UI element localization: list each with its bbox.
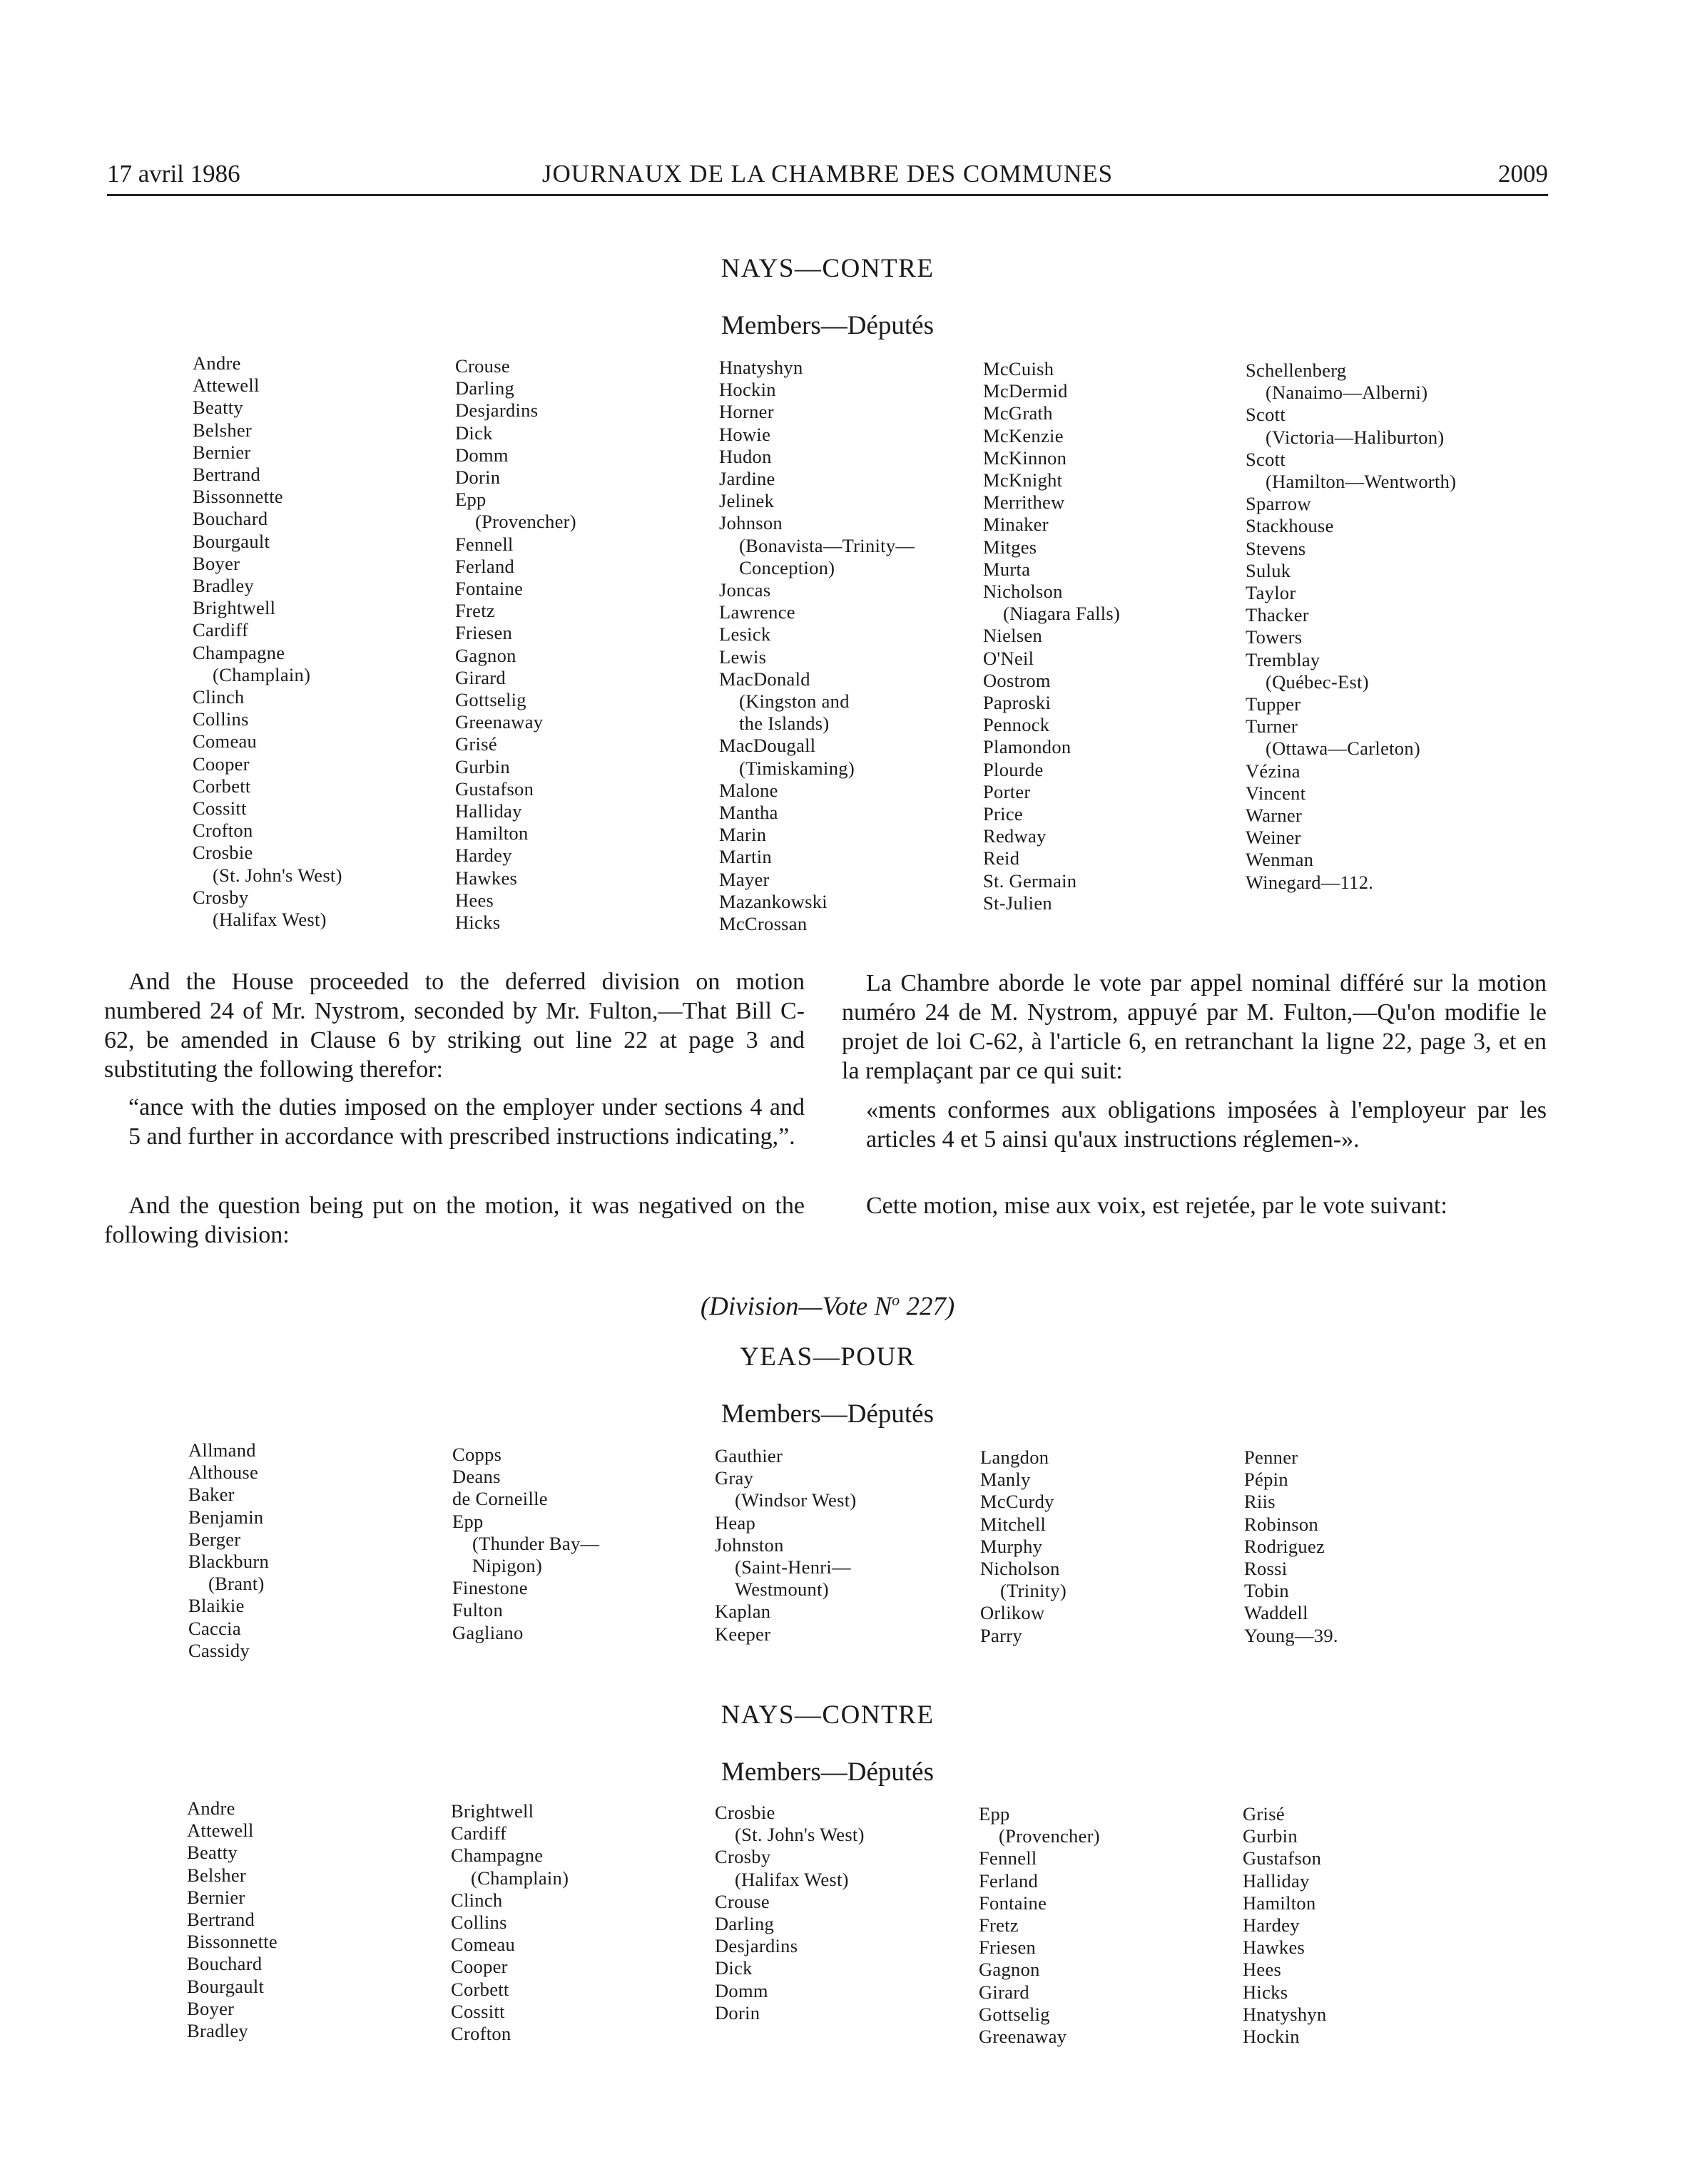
- riding-qualifier: (Victoria—Haliburton): [1266, 426, 1445, 448]
- member-name: Sparrow: [1246, 493, 1311, 515]
- member-name: Robinson: [1244, 1513, 1319, 1535]
- member-name: Keeper: [715, 1623, 771, 1645]
- member-name: Marin: [719, 824, 767, 846]
- member-name: Waddell: [1244, 1602, 1308, 1624]
- member-name: Fretz: [455, 600, 495, 622]
- member-name: Collins: [451, 1912, 507, 1934]
- member-name: Girard: [455, 666, 506, 688]
- member-name: Mazankowski: [719, 890, 828, 912]
- nays2-column-2: [451, 1800, 569, 2045]
- member-name: Nielsen: [983, 625, 1043, 647]
- member-name: Gray: [715, 1467, 754, 1489]
- yeas-column-1: [188, 1439, 269, 1662]
- member-name: MacDougall: [719, 735, 816, 757]
- yeas-column-2: [452, 1444, 599, 1644]
- member-name: Reid: [983, 847, 1020, 869]
- member-name: Dick: [715, 1957, 753, 1979]
- member-name: Hamilton: [455, 822, 529, 844]
- member-name: Crosbie: [715, 1802, 775, 1823]
- member-name: Crofton: [193, 820, 253, 842]
- member-name: Crosby: [193, 886, 249, 908]
- member-name: Penner: [1244, 1446, 1298, 1468]
- member-name: Bourgault: [187, 1975, 265, 1997]
- member-name: Lesick: [719, 623, 771, 645]
- member-name: Greenaway: [979, 2026, 1067, 2048]
- division-label: (Division—Vote $N^o$ 227): [700, 1291, 955, 1322]
- nays1-column-5: [1246, 359, 1456, 894]
- member-name: Gustafson: [1243, 1847, 1322, 1869]
- member-name: Bissonnette: [187, 1931, 278, 1953]
- member-name: Wenman: [1246, 849, 1314, 871]
- member-name: O'Neil: [983, 647, 1034, 669]
- member-name: Ferland: [979, 1869, 1039, 1892]
- member-name: Clinch: [451, 1889, 503, 1911]
- member-name: Towers: [1246, 626, 1303, 648]
- member-name: Pennock: [983, 714, 1050, 736]
- header-page-number: 2009: [1498, 160, 1548, 188]
- member-name: Johnson: [719, 512, 783, 534]
- member-name: Comeau: [451, 1934, 516, 1956]
- member-name: Young—39.: [1244, 1624, 1338, 1646]
- member-name: Hudon: [719, 445, 772, 467]
- member-name: Champagne: [193, 641, 285, 663]
- member-name: Fennell: [455, 533, 514, 555]
- member-name: Rossi: [1244, 1558, 1288, 1580]
- member-name: Friesen: [455, 622, 513, 644]
- member-name: Allmand: [188, 1439, 256, 1461]
- member-name: Cooper: [193, 752, 250, 775]
- member-name: Champagne: [451, 1844, 544, 1867]
- member-name: McCurdy: [980, 1491, 1054, 1513]
- member-name: Epp: [979, 1803, 1010, 1825]
- riding-qualifier: (Brant): [208, 1573, 265, 1595]
- member-name: Hardey: [1243, 1914, 1300, 1936]
- member-name: Redway: [983, 825, 1047, 847]
- member-name: Hnatyshyn: [1243, 2003, 1327, 2025]
- member-name: Mitchell: [980, 1513, 1047, 1535]
- member-name: Parry: [980, 1624, 1022, 1646]
- nays2-subheading: Members—Députés: [721, 1757, 934, 1787]
- member-name: Copps: [452, 1444, 502, 1465]
- member-name: Brightwell: [451, 1800, 534, 1822]
- member-name: Merrithew: [983, 491, 1065, 514]
- member-name: Heap: [715, 1511, 756, 1534]
- member-name: Rodriguez: [1244, 1535, 1325, 1557]
- member-name: Greenaway: [455, 711, 544, 733]
- member-name: Grisé: [1243, 1803, 1285, 1825]
- member-name: Gottselig: [979, 2003, 1050, 2025]
- member-name: Thacker: [1246, 604, 1309, 626]
- member-name: Darling: [715, 1913, 775, 1935]
- member-name: Andre: [187, 1797, 235, 1819]
- member-name: Darling: [455, 377, 515, 399]
- member-name: Howie: [719, 423, 771, 445]
- member-name: Epp: [455, 489, 487, 511]
- member-name: Bouchard: [193, 508, 268, 530]
- member-name: Ferland: [455, 555, 515, 577]
- member-name: St. Germain: [983, 869, 1077, 892]
- member-name: Turner: [1246, 715, 1298, 738]
- member-name: Bernier: [187, 1886, 245, 1908]
- member-name: the Islands): [739, 713, 830, 735]
- member-name: Porter: [983, 780, 1031, 802]
- member-name: Bradley: [193, 575, 254, 597]
- member-name: Gottselig: [455, 689, 526, 711]
- nays2-column-4: [979, 1803, 1100, 2048]
- member-name: Boyer: [187, 1997, 235, 2019]
- riding-qualifier: (Thunder Bay—: [472, 1532, 600, 1554]
- member-name: Cardiff: [451, 1822, 507, 1844]
- motion-fr-quote: «ments conformes aux obligations imposées à l'employeur par les articles 4 et 5 ainsi qu'aux instructions réglemen-».: [866, 1097, 1547, 1153]
- member-name: Malone: [719, 779, 778, 801]
- riding-qualifier: (Saint-Henri—: [735, 1556, 851, 1578]
- member-name: Boyer: [193, 552, 240, 574]
- member-name: Hawkes: [455, 867, 518, 889]
- member-name: Girard: [979, 1981, 1029, 2003]
- member-name: Belsher: [187, 1864, 247, 1886]
- member-name: Domm: [455, 444, 509, 466]
- member-name: Corbett: [451, 1978, 509, 2000]
- member-name: Bissonnette: [193, 486, 283, 508]
- yeas-subheading: Members—Députés: [721, 1399, 934, 1429]
- member-name: Gagnon: [979, 1959, 1040, 1981]
- member-name: McGrath: [983, 402, 1053, 424]
- member-name: Price: [983, 803, 1023, 825]
- member-name: McCrossan: [719, 913, 808, 935]
- member-name: Attewell: [193, 374, 260, 397]
- member-name: Dorin: [715, 2001, 760, 2024]
- member-name: Westmount): [735, 1578, 829, 1601]
- member-name: Nicholson: [983, 581, 1063, 603]
- member-name: Beatty: [187, 1842, 238, 1864]
- member-name: Caccia: [188, 1617, 241, 1639]
- member-name: Desjardins: [715, 1935, 798, 1957]
- nays2-heading: NAYS—CONTRE: [721, 1700, 935, 1730]
- member-name: Nipigon): [472, 1555, 543, 1577]
- member-name: Hawkes: [1243, 1936, 1305, 1959]
- member-name: Murphy: [980, 1535, 1043, 1557]
- member-name: Martin: [719, 846, 772, 868]
- member-name: Joncas: [719, 579, 771, 601]
- member-name: McKenzie: [983, 424, 1064, 447]
- member-name: Scott: [1246, 404, 1286, 426]
- motion-en-intro: And the House proceeded to the deferred division on motion numbered 24 of Mr. Nystrom, seconded by Mr. Fulton,—That Bill C-62, be amended in Clause 6 by striking out line 22 at page 3 and substituting the following therefor:: [104, 969, 805, 1083]
- header-date: 17 avril 1986: [107, 160, 240, 188]
- member-name: Bourgault: [193, 530, 270, 552]
- member-name: Benjamin: [188, 1506, 264, 1528]
- member-name: Gagliano: [452, 1621, 524, 1643]
- motion-en-result: And the question being put on the motion, it was negatived on the following division:: [104, 1193, 805, 1248]
- riding-qualifier: (Hamilton—Wentworth): [1266, 471, 1457, 493]
- riding-qualifier: (Windsor West): [735, 1489, 857, 1511]
- member-name: Corbett: [193, 775, 251, 797]
- member-name: Andre: [193, 352, 241, 374]
- member-name: Minaker: [983, 514, 1049, 536]
- member-name: Domm: [715, 1979, 768, 2001]
- member-name: Halliday: [1243, 1869, 1310, 1892]
- riding-qualifier: (Québec-Est): [1266, 670, 1369, 693]
- member-name: Gurbin: [1243, 1825, 1298, 1847]
- nays2-column-3: [715, 1802, 865, 2024]
- member-name: Riis: [1244, 1491, 1276, 1513]
- member-name: Bernier: [193, 441, 251, 463]
- member-name: Kaplan: [715, 1601, 771, 1623]
- nays1-column-1: [193, 352, 342, 931]
- member-name: Blaikie: [188, 1595, 245, 1617]
- member-name: Warner: [1246, 805, 1303, 827]
- member-name: Lawrence: [719, 601, 795, 623]
- member-name: Suluk: [1246, 559, 1291, 581]
- member-name: Stevens: [1246, 537, 1306, 559]
- member-name: Cossitt: [193, 797, 247, 820]
- member-name: Baker: [188, 1484, 235, 1506]
- member-name: Cooper: [451, 1956, 508, 1978]
- member-name: Hockin: [1243, 2026, 1300, 2048]
- member-name: Beatty: [193, 397, 243, 419]
- member-name: Jelinek: [719, 490, 775, 512]
- riding-qualifier: (Kingston and: [739, 690, 850, 713]
- member-name: Pépin: [1244, 1469, 1288, 1491]
- member-name: Plamondon: [983, 736, 1071, 758]
- yeas-column-3: [715, 1445, 857, 1645]
- member-name: Halliday: [455, 800, 522, 822]
- riding-qualifier: (Halifax West): [735, 1868, 849, 1890]
- member-name: Conception): [739, 556, 835, 578]
- member-name: Crosbie: [193, 842, 253, 864]
- member-name: Bertrand: [187, 1909, 255, 1931]
- nays1-column-2: [455, 355, 576, 934]
- member-name: Blackburn: [188, 1551, 270, 1573]
- member-name: Stackhouse: [1246, 515, 1334, 537]
- member-name: de Corneille: [452, 1488, 548, 1510]
- member-name: Althouse: [188, 1461, 259, 1484]
- nays1-column-4: [983, 358, 1120, 914]
- member-name: Collins: [193, 708, 249, 730]
- riding-qualifier: (Timiskaming): [739, 757, 855, 779]
- member-name: Gustafson: [455, 777, 534, 800]
- member-name: Murta: [983, 558, 1031, 580]
- member-name: Schellenberg: [1246, 359, 1347, 381]
- member-name: Crouse: [455, 355, 510, 377]
- member-name: Mayer: [719, 868, 770, 890]
- member-name: Fontaine: [979, 1892, 1047, 1914]
- member-name: Desjardins: [455, 399, 539, 422]
- member-name: Hicks: [1243, 1981, 1288, 2003]
- member-name: Vézina: [1246, 760, 1300, 782]
- member-name: Weiner: [1246, 827, 1301, 849]
- member-name: Bradley: [187, 2020, 248, 2042]
- member-name: Plourde: [983, 758, 1044, 780]
- member-name: Deans: [452, 1466, 501, 1488]
- member-name: Finestone: [452, 1577, 528, 1599]
- member-name: Grisé: [455, 733, 497, 755]
- member-name: Cardiff: [193, 619, 249, 641]
- member-name: Winegard—112.: [1246, 871, 1374, 893]
- header-title: JOURNAUX DE LA CHAMBRE DES COMMUNES: [541, 160, 1114, 188]
- member-name: Cassidy: [188, 1639, 250, 1661]
- member-name: McCuish: [983, 358, 1054, 379]
- riding-qualifier: (St. John's West): [213, 864, 342, 886]
- member-name: Hamilton: [1243, 1892, 1316, 1914]
- nays1-subheading: Members—Députés: [721, 311, 934, 340]
- member-name: Bouchard: [187, 1953, 263, 1975]
- member-name: Manly: [980, 1469, 1031, 1491]
- riding-qualifier: (Bonavista—Trinity—: [739, 534, 915, 556]
- nays1-column-3: [719, 357, 915, 935]
- member-name: Paproski: [983, 692, 1052, 714]
- member-name: Fulton: [452, 1599, 504, 1621]
- member-name: McDermid: [983, 380, 1068, 402]
- member-name: Dick: [455, 422, 493, 444]
- member-name: Hockin: [719, 379, 776, 401]
- riding-qualifier: (St. John's West): [735, 1824, 865, 1846]
- member-name: Johnston: [715, 1534, 784, 1556]
- member-name: Fontaine: [455, 578, 524, 600]
- riding-qualifier: (Champlain): [213, 663, 311, 685]
- member-name: Berger: [188, 1528, 241, 1550]
- member-name: Dorin: [455, 466, 501, 489]
- member-name: Vincent: [1246, 782, 1306, 804]
- yeas-heading: YEAS—POUR: [740, 1342, 915, 1372]
- member-name: Lewis: [719, 645, 767, 668]
- member-name: Hicks: [455, 912, 501, 934]
- member-name: Tobin: [1244, 1580, 1289, 1602]
- member-name: Scott: [1246, 448, 1286, 470]
- member-name: Comeau: [193, 730, 258, 752]
- yeas-column-5: [1244, 1446, 1338, 1647]
- member-name: Jardine: [719, 468, 775, 490]
- motion-fr-result: Cette motion, mise aux voix, est rejetée, par le vote suivant:: [866, 1193, 1447, 1219]
- member-name: Bertrand: [193, 464, 261, 486]
- member-name: Hardey: [455, 844, 512, 867]
- member-name: Gagnon: [455, 644, 516, 666]
- member-name: McKinnon: [983, 447, 1067, 469]
- member-name: Orlikow: [980, 1602, 1045, 1624]
- member-name: Mantha: [719, 802, 778, 824]
- nays2-column-5: [1243, 1803, 1327, 2048]
- member-name: Oostrom: [983, 669, 1051, 691]
- riding-qualifier: (Champlain): [471, 1867, 569, 1889]
- member-name: St-Julien: [983, 892, 1052, 914]
- member-name: Hnatyshyn: [719, 357, 803, 378]
- member-name: Epp: [452, 1510, 484, 1532]
- member-name: Tremblay: [1246, 648, 1320, 670]
- member-name: Langdon: [980, 1446, 1049, 1468]
- member-name: Hees: [455, 889, 494, 911]
- riding-qualifier: (Ottawa—Carleton): [1266, 738, 1421, 760]
- member-name: Hees: [1243, 1959, 1282, 1981]
- yeas-column-4: [980, 1446, 1067, 1647]
- member-name: Nicholson: [980, 1558, 1060, 1580]
- riding-qualifier: (Provencher): [999, 1825, 1100, 1847]
- member-name: Belsher: [193, 419, 253, 441]
- riding-qualifier: (Nanaimo—Alberni): [1266, 382, 1428, 404]
- riding-qualifier: (Niagara Falls): [1003, 603, 1121, 625]
- member-name: Fennell: [979, 1847, 1037, 1869]
- member-name: Clinch: [193, 686, 245, 708]
- motion-en-quote: “ance with the duties imposed on the employer under sections 4 and 5 and further in accordance with prescribed instructions indicating,”.: [128, 1094, 805, 1150]
- riding-qualifier: (Provencher): [475, 511, 576, 533]
- nays1-heading: NAYS—CONTRE: [721, 254, 935, 283]
- page-header: [107, 158, 1548, 196]
- member-name: Crofton: [451, 2023, 511, 2045]
- motion-fr-intro: La Chambre aborde le vote par appel nominal différé sur la motion numéro 24 de M. Nystrom, appuyé par M. Fulton,—Qu'on modifie le projet de loi C-62, à l'article 6, en retranchant la ligne 22, page 3, et en la remplaçant par ce qui suit:: [842, 970, 1547, 1084]
- member-name: Tupper: [1246, 693, 1301, 715]
- member-name: Crouse: [715, 1890, 770, 1912]
- member-name: Taylor: [1246, 582, 1296, 604]
- member-name: Fretz: [979, 1914, 1019, 1936]
- member-name: MacDonald: [719, 668, 810, 690]
- member-name: Crosby: [715, 1846, 771, 1868]
- member-name: Gauthier: [715, 1445, 783, 1466]
- member-name: Horner: [719, 401, 774, 423]
- nays2-column-1: [187, 1797, 278, 2042]
- member-name: Gurbin: [455, 755, 510, 777]
- member-name: Friesen: [979, 1936, 1037, 1959]
- member-name: Brightwell: [193, 597, 276, 619]
- member-name: Attewell: [187, 1820, 254, 1842]
- riding-qualifier: (Trinity): [1000, 1580, 1067, 1602]
- member-name: Mitges: [983, 536, 1037, 558]
- riding-qualifier: (Halifax West): [213, 909, 327, 931]
- member-name: Cossitt: [451, 2000, 505, 2022]
- member-name: McKnight: [983, 469, 1063, 491]
